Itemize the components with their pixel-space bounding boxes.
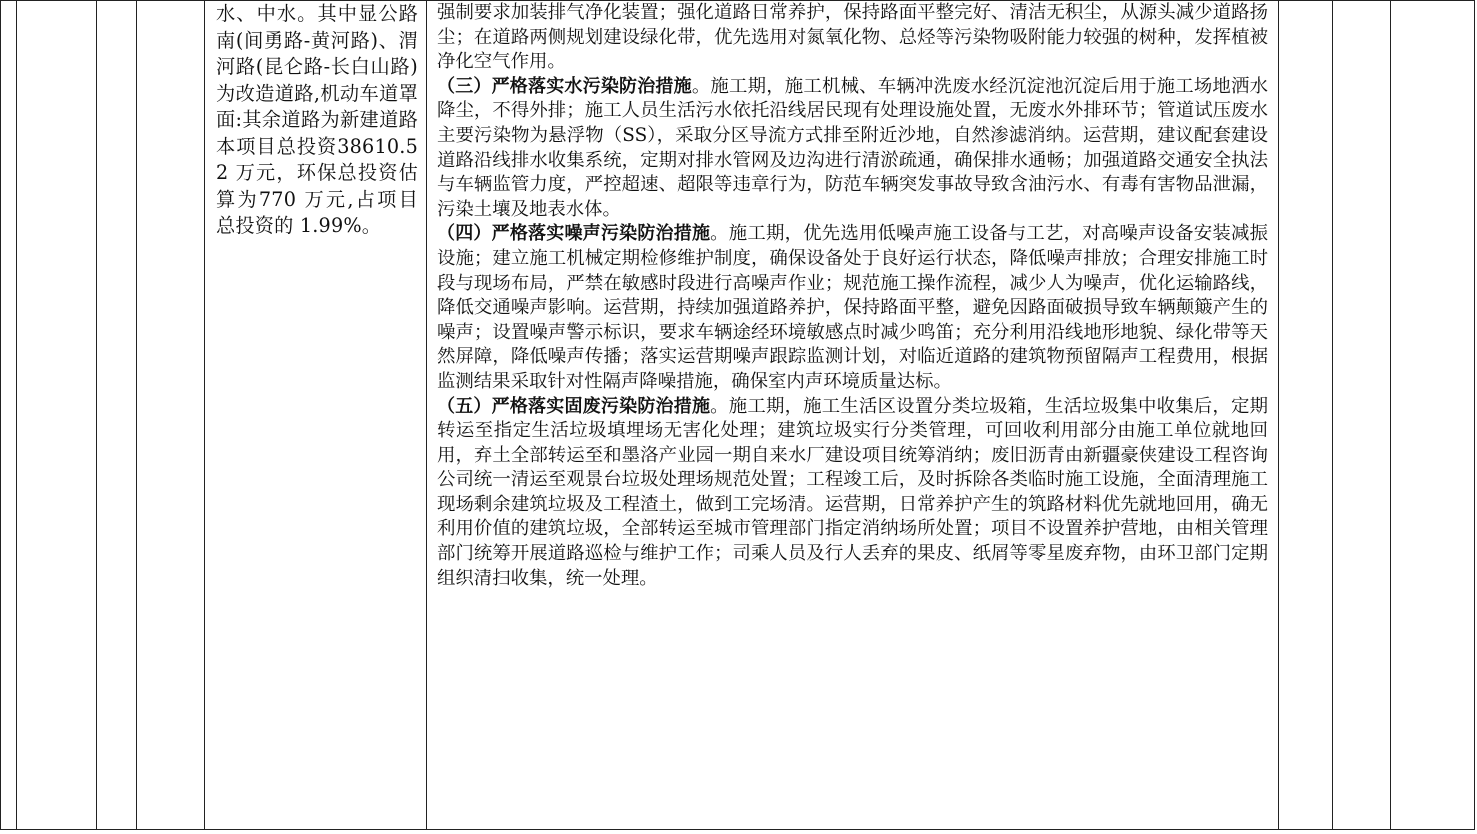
empty-cell: [1391, 1, 1475, 830]
measures-cell: [427, 1, 1279, 830]
solid-waste-measures-heading: （五）严格落实固废污染防治措施: [437, 395, 711, 417]
empty-cell: [137, 1, 205, 830]
table-row: [1, 1, 1475, 830]
water-measures-body: 。施工期，施工机械、车辆冲洗废水经沉淀池沉淀后用于施工场地洒水降尘，不得外排；施工人员生活污水依托沿线居民现有处理设施处置，无废水外排环节；管道试压废水主要污染物为悬浮物（SS），采取分区导流方式排至附近沙地，自然渗滤消纳。运营期，建议配套建设道路沿线排水收集系统，定期对排水管网及边沟进行清淤疏通，确保排水通畅；加强道路交通安全执法与车辆监管力度，严控超速、超限等违章行为，防范车辆突发事故导致含油污水、有毒有害物品泄漏，污染土壤及地表水体。: [437, 75, 1268, 220]
measures-text: [427, 1, 1278, 591]
empty-cell: [1279, 1, 1333, 830]
water-measures-heading: （三）严格落实水污染防治措施: [437, 75, 692, 97]
water-measures-paragraph: [437, 75, 1268, 223]
empty-cell: [1, 1, 17, 830]
project-summary-cell: [205, 1, 427, 830]
empty-cell: [97, 1, 137, 830]
noise-measures-paragraph: [437, 222, 1268, 394]
noise-measures-heading: （四）严格落实噪声污染防治措施: [437, 223, 711, 245]
measures-intro: 强制要求加装排气净化装置；强化道路日常养护，保持路面平整完好、清洁无积尘，从源头减少道路扬尘；在道路两侧规划建设绿化带，优先选用对氮氧化物、总烃等污染物吸附能力较强的树种，发挥植被净化空气作用。: [437, 2, 1268, 73]
solid-waste-measures-body: 。施工期，施工生活区设置分类垃圾箱，生活垃圾集中收集后，定期转运至指定生活垃圾填埋场无害化处理；建筑垃圾实行分类管理，可回收利用部分由施工单位就地回用，弃土全部转运至和墨洛产业园一期自来水厂建设项目统筹消纳；废旧沥青由新疆豪侠建设工程咨询公司统一清运至观景台垃圾处理场规范处置；工程竣工后，及时拆除各类临时施工设施，全面清理施工现场剩余建筑垃圾及工程渣土，做到工完场清。运营期，日常养护产生的筑路材料优先就地回用，确无利用价值的建筑垃圾，全部转运至城市管理部门指定消纳场所处置；项目不设置养护营地，由相关管理部门统筹开展道路巡检与维护工作；司乘人员及行人丢弃的果皮、纸屑等零星废弃物，由环卫部门定期组织清扫收集，统一处理。: [437, 395, 1268, 589]
empty-cell: [1333, 1, 1391, 830]
noise-measures-body: 。施工期，优先选用低噪声施工设备与工艺，对高噪声设备安装减振设施；建立施工机械定期检修维护制度，确保设备处于良好运行状态，降低噪声排放；合理安排施工时段与现场布局，严禁在敏感时段进行高噪声作业；规范施工操作流程，减少人为噪声，优化运输路线，降低交通噪声影响。运营期，持续加强道路养护，保持路面平整，避免因路面破损导致车辆颠簸产生的噪声；设置噪声警示标识，要求车辆途经环境敏感点时减少鸣笛；充分利用沿线地形地貌、绿化带等天然屏障，降低噪声传播；落实运营期噪声跟踪监测计划，对临近道路的建筑物预留隔声工程费用，根据监测结果采取针对性隔声降噪措施，确保室内声环境质量达标。: [437, 223, 1268, 392]
solid-waste-measures-paragraph: [437, 395, 1268, 592]
empty-cell: [17, 1, 97, 830]
project-summary-text: 水、中水。其中显公路南(间勇路-黄河路)、渭河路(昆仑路-长白山路)为改造道路,机动车道罩面:其余道路为新建道路本项目总投资38610.52 万元，环保总投资估算为770 万元,占项目总投资的 1.99%。: [216, 2, 418, 237]
